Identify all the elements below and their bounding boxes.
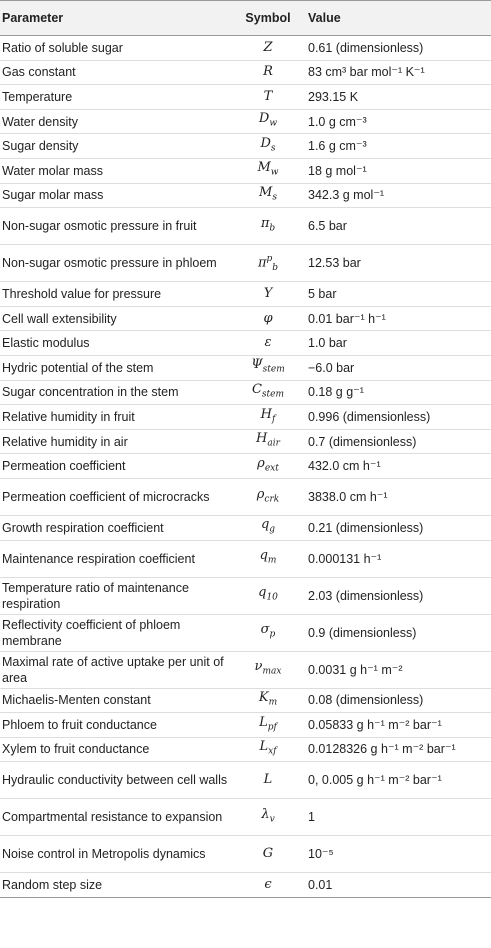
param-value: 83 cm³ bar mol⁻¹ K⁻¹	[308, 65, 425, 80]
table-row	[0, 355, 491, 380]
table-row	[0, 515, 491, 540]
param-name: Relative humidity in air	[2, 434, 128, 449]
param-name: Compartmental resistance to expansion	[2, 810, 223, 825]
param-symbol: Z	[263, 39, 273, 55]
table-row	[0, 36, 491, 61]
param-symbol: $\nu_{max}$	[254, 659, 282, 677]
param-name: Xylem to fruit conductance	[2, 742, 150, 757]
param-value: 0.996 (dimensionless)	[308, 409, 431, 424]
param-name: Non-sugar osmotic pressure in phloem	[2, 256, 217, 271]
param-symbol: ϵ	[264, 877, 272, 893]
table-row	[0, 158, 491, 183]
param-symbol: G	[262, 846, 274, 862]
param-symbol: $L_{pf}$	[259, 714, 277, 733]
param-symbol: R	[263, 64, 273, 80]
table-row	[0, 405, 491, 430]
table-row	[0, 454, 491, 479]
param-name: Non-sugar osmotic pressure in fruit	[2, 219, 197, 234]
param-symbol: $H_{air}$	[256, 431, 280, 449]
param-name: Water density	[2, 114, 78, 129]
param-name: Permeation coefficient	[2, 459, 126, 474]
param-name: Permeation coefficient of microcracks	[2, 489, 210, 504]
table-row	[0, 306, 491, 331]
table-row	[0, 380, 491, 405]
param-value: 0.61 (dimensionless)	[308, 40, 424, 55]
param-symbol: φ	[263, 310, 273, 326]
table-row	[0, 577, 491, 614]
param-value: 18 g mol⁻¹	[308, 163, 367, 178]
param-symbol: L	[263, 772, 273, 788]
param-symbol: $H_f$	[260, 406, 276, 425]
param-value: 3838.0 cm h⁻¹	[308, 489, 388, 504]
param-value: 0.01	[308, 878, 333, 893]
param-name: Ratio of soluble sugar	[2, 40, 123, 55]
param-name: Hydric potential of the stem	[2, 360, 154, 375]
param-value: 6.5 bar	[308, 219, 347, 234]
param-symbol: $M_s$	[259, 185, 277, 203]
param-symbol: T	[263, 88, 273, 104]
param-value: 5 bar	[308, 286, 337, 301]
param-value: 12.53 bar	[308, 256, 361, 271]
table-row	[0, 737, 491, 762]
param-value: 1.6 g cm⁻³	[308, 139, 367, 154]
param-value: 1.0 bar	[308, 336, 347, 351]
param-value: 1.0 g cm⁻³	[308, 114, 367, 129]
param-name: Threshold value for pressure	[2, 286, 162, 301]
param-name: Michaelis-Menten constant	[2, 693, 151, 708]
param-value: 0.01 bar⁻¹ h⁻¹	[308, 311, 386, 326]
table-row	[0, 478, 491, 515]
param-name: Sugar concentration in the stem	[2, 385, 179, 400]
param-symbol: $\lambda_v$	[261, 806, 275, 825]
table-row	[0, 60, 491, 85]
table-row	[0, 429, 491, 454]
table-row	[0, 134, 491, 159]
param-symbol: $\rho_{ext}$	[257, 455, 279, 474]
param-value: 0.7 (dimensionless)	[308, 434, 417, 449]
param-name: Noise control in Metropolis dynamics	[2, 847, 206, 862]
param-value: 0.000131 h⁻¹	[308, 551, 382, 566]
header-parameter: Parameter	[0, 1, 228, 36]
table-row	[0, 331, 491, 356]
param-name: Elastic modulus	[2, 336, 90, 351]
table-row	[0, 762, 491, 799]
table-row	[0, 651, 491, 688]
param-name: Growth respiration coefficient	[2, 520, 164, 535]
param-name: Hydraulic conductivity between cell walls	[2, 773, 228, 788]
table-row	[0, 183, 491, 208]
param-name: Reflectivity coefficient of phloem membrane	[2, 617, 181, 648]
param-value: 0, 0.005 g h⁻¹ m⁻² bar⁻¹	[308, 773, 442, 788]
param-value: 1	[308, 810, 315, 825]
param-symbol: Y	[263, 285, 273, 301]
table-row	[0, 109, 491, 134]
table-row	[0, 208, 491, 245]
param-value: 0.9 (dimensionless)	[308, 625, 417, 640]
param-symbol: $\rho_{crk}$	[256, 486, 280, 505]
param-value: 0.0128326 g h⁻¹ m⁻² bar⁻¹	[308, 742, 456, 757]
param-value: 2.03 (dimensionless)	[308, 588, 424, 603]
param-symbol: $\Psi_{stem}$	[251, 357, 285, 376]
table-row	[0, 688, 491, 713]
param-value: 0.21 (dimensionless)	[308, 520, 424, 535]
param-name: Gas constant	[2, 65, 76, 80]
param-symbol: $C_{stem}$	[251, 382, 285, 400]
param-symbol: $\sigma_p$	[260, 622, 276, 640]
table-header-row	[0, 1, 491, 36]
param-symbol: $q_m$	[259, 548, 277, 566]
param-value: −6.0 bar	[308, 360, 355, 375]
table-row	[0, 873, 491, 898]
table-row	[0, 836, 491, 873]
param-symbol: $K_m$	[258, 690, 278, 708]
table-row	[0, 245, 491, 282]
param-value: 342.3 g mol⁻¹	[308, 188, 385, 203]
param-value: 10⁻⁵	[308, 847, 334, 862]
table-row	[0, 713, 491, 738]
param-symbol: $q_g$	[260, 517, 276, 535]
param-name: Maintenance respiration coefficient	[2, 551, 195, 566]
param-name: Relative humidity in fruit	[2, 409, 135, 424]
param-value: 0.08 (dimensionless)	[308, 693, 424, 708]
table-row	[0, 282, 491, 307]
param-symbol: ε	[264, 335, 272, 351]
param-name: Sugar density	[2, 139, 79, 154]
table-row	[0, 614, 491, 651]
table-row	[0, 540, 491, 577]
table-row	[0, 799, 491, 836]
param-name: Random step size	[2, 878, 103, 893]
param-value: 293.15 K	[308, 89, 359, 104]
param-symbol: $q_{10}$	[258, 585, 278, 603]
param-name: Water molar mass	[2, 163, 103, 178]
header-symbol: Symbol	[228, 1, 306, 36]
param-name: Cell wall extensibility	[2, 311, 117, 326]
param-symbol: $\pi^p_b$	[257, 253, 279, 273]
param-value: 0.18 g g⁻¹	[308, 385, 364, 400]
header-value: Value	[306, 1, 491, 36]
param-name: Phloem to fruit conductance	[2, 717, 157, 732]
param-name: Sugar molar mass	[2, 188, 104, 203]
param-symbol: $D_s$	[260, 135, 276, 154]
param-name: Maximal rate of active uptake per unit of area	[2, 654, 224, 685]
param-value: 0.05833 g h⁻¹ m⁻² bar⁻¹	[308, 717, 442, 732]
table-row	[0, 85, 491, 110]
param-symbol: $D_w$	[258, 111, 278, 129]
param-symbol: $M_w$	[257, 160, 279, 179]
param-name: Temperature ratio of maintenance respiration	[2, 580, 189, 611]
param-value: 0.0031 g h⁻¹ m⁻²	[308, 662, 403, 677]
param-symbol: $\pi_b$	[260, 215, 276, 234]
param-value: 432.0 cm h⁻¹	[308, 459, 381, 474]
param-symbol: $L_{xf}$	[259, 739, 277, 757]
param-name: Temperature	[2, 89, 73, 104]
